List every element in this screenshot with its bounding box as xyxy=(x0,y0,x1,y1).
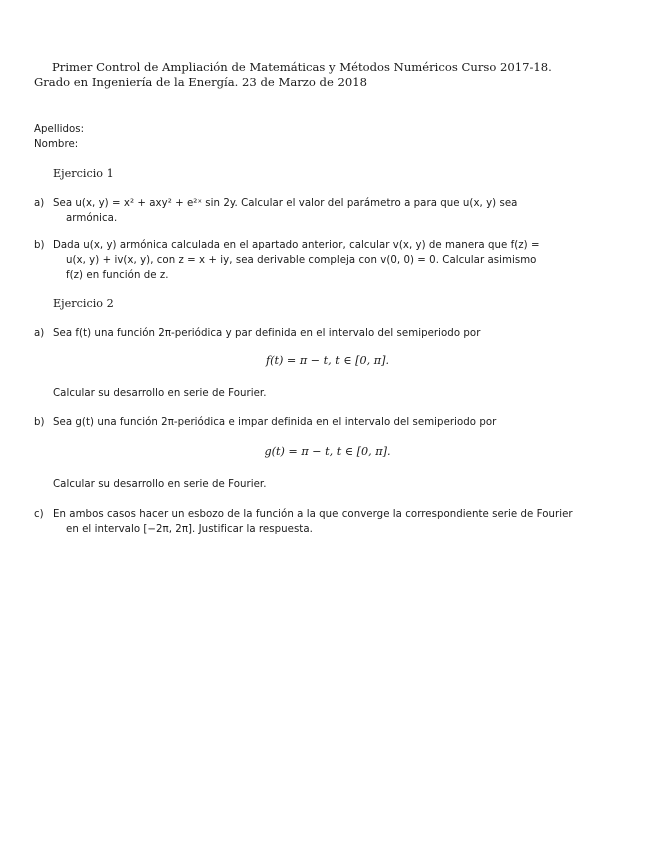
exercise-2-title: Ejercicio 2 xyxy=(53,297,114,310)
ex2-b-formula: g(t) = π − t, t ∈ [0, π]. xyxy=(264,445,391,458)
exercise-1-title: Ejercicio 1 xyxy=(53,167,114,180)
ex1-b-line2: u(x, y) + iv(x, y), con z = x + iy, sea derivable compleja con v(0, 0) = 0. Calcular asimismo xyxy=(66,255,537,266)
exam-title-line2: Grado en Ingeniería de la Energía. 23 de Marzo de 2018 xyxy=(34,75,368,89)
ex2-b-line1: Sea g(t) una función 2π-periódica e impar definida en el intervalo del semiperiodo por xyxy=(53,417,497,428)
ex2-a-line1: Sea f(t) una función 2π-periódica y par definida en el intervalo del semiperiodo por xyxy=(53,328,481,339)
ex2-a-formula: f(t) = π − t, t ∈ [0, π]. xyxy=(265,354,390,367)
ex1-b-line3: f(z) en función de z. xyxy=(66,270,169,281)
name-label: Nombre: xyxy=(34,139,79,150)
ex1-a-line2: armónica. xyxy=(66,213,118,224)
ex2-c-line2: en el intervalo [−2π, 2π]. Justificar la respuesta. xyxy=(66,524,313,535)
ex2-c-line1: En ambos casos hacer un esbozo de la función a la que converge la correspondiente serie de Fourier xyxy=(53,509,573,520)
ex1-b-marker: b) xyxy=(34,240,45,251)
ex2-b-marker: b) xyxy=(34,417,45,428)
ex1-a-marker: a) xyxy=(34,198,45,209)
ex2-c-marker: c) xyxy=(34,509,44,520)
surname-label: Apellidos: xyxy=(34,124,85,135)
ex2-a-after: Calcular su desarrollo en serie de Fourier. xyxy=(53,388,267,399)
ex2-b-after: Calcular su desarrollo en serie de Fourier. xyxy=(53,479,267,490)
ex1-b-line1: Dada u(x, y) armónica calculada en el apartado anterior, calcular v(x, y) de manera que f(z) = xyxy=(53,240,540,251)
ex2-a-marker: a) xyxy=(34,328,45,339)
exam-title-line1: Primer Control de Ampliación de Matemáticas y Métodos Numéricos Curso 2017-18. xyxy=(52,60,552,74)
ex1-a-line1: Sea u(x, y) = x² + axy² + e²ˣ sin 2y. Calcular el valor del parámetro a para que u(x, y) sea xyxy=(53,198,518,209)
